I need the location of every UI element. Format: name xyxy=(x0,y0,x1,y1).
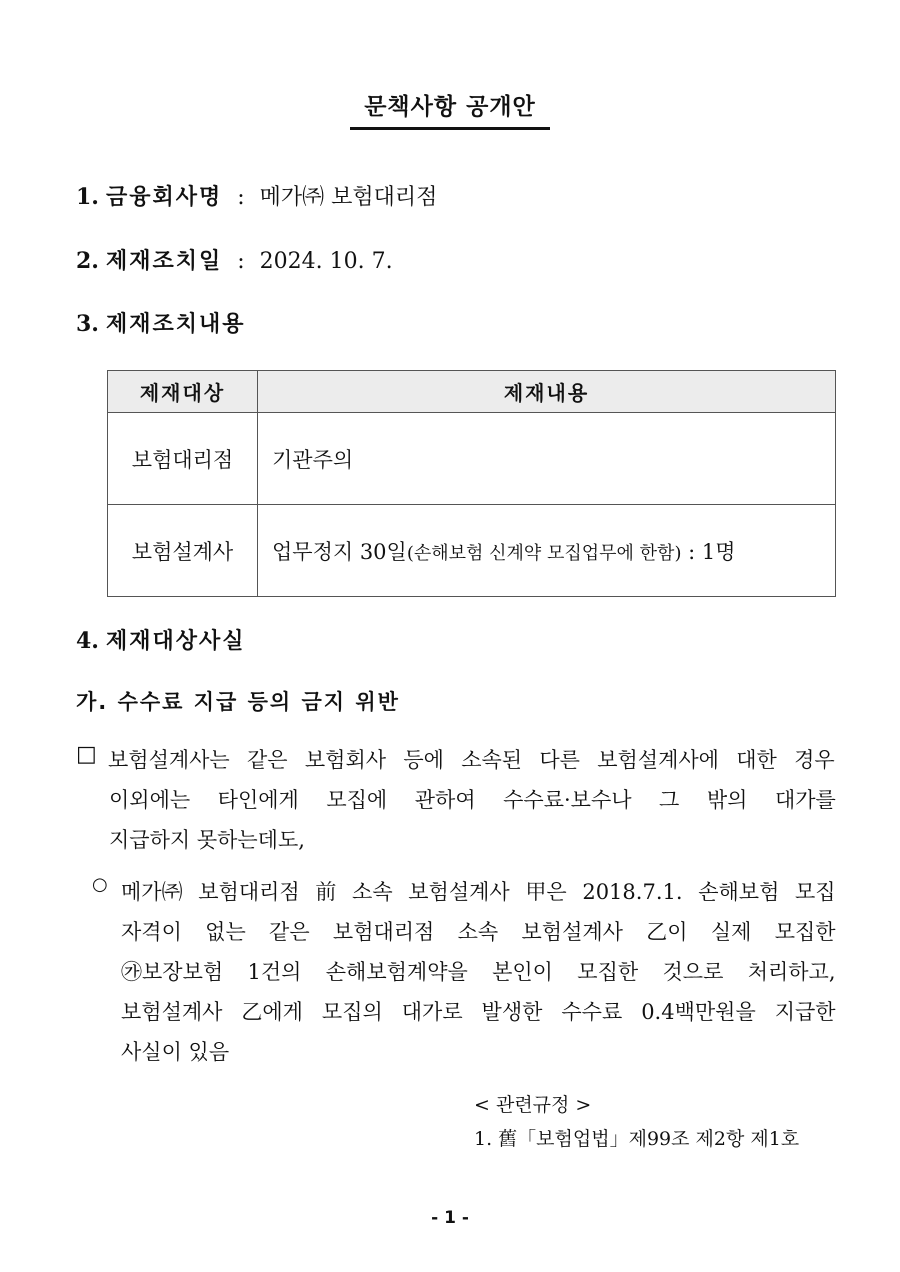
paragraph-line: 보험설계사 乙에게 모집의 대가로 발생한 수수료 0.4백만원을 지급한 xyxy=(121,1000,836,1024)
sanction-target: 보험대리점 xyxy=(108,413,258,505)
section-number: 1. xyxy=(76,184,99,210)
regulation-item: 1. 舊「보험업법」제99조 제2항 제1호 xyxy=(474,1128,800,1150)
sanction-content-tail: : 1명 xyxy=(681,539,736,564)
section-heading: 제재조치일 xyxy=(105,249,223,274)
section-number: 3. xyxy=(76,311,99,337)
sanction-content-main: 기관주의 xyxy=(272,447,354,472)
section-number: 4. xyxy=(76,628,99,654)
section-separator: : xyxy=(237,249,245,274)
sanction-table xyxy=(107,370,836,597)
sanction-content xyxy=(258,413,836,505)
table-row xyxy=(108,505,836,597)
section-sanction-date xyxy=(76,244,393,275)
section-heading: 제재조치내용 xyxy=(105,312,246,337)
regulation-heading: < 관련규정 > xyxy=(474,1094,592,1116)
section-sanction-facts xyxy=(76,624,245,655)
sanction-content xyxy=(258,505,836,597)
paragraph-line: 사실이 있음 xyxy=(121,1040,230,1064)
section-number: 2. xyxy=(76,248,99,274)
section-company-name xyxy=(76,180,437,211)
sanction-date-value: 2024. 10. 7. xyxy=(259,249,393,274)
document-title: 문책사항 공개안 xyxy=(350,88,550,130)
sanction-content-note: (손해보험 신계약 모집업무에 한함) xyxy=(406,542,682,564)
company-name-value: 메가㈜ 보험대리점 xyxy=(259,185,438,210)
column-header-target: 제재대상 xyxy=(108,371,258,413)
page-number: - 1 - xyxy=(431,1208,469,1228)
sanction-target: 보험설계사 xyxy=(108,505,258,597)
paragraph-line: 자격이 없는 같은 보험대리점 소속 보험설계사 乙이 실제 모집한 xyxy=(121,920,836,944)
table-row xyxy=(108,413,836,505)
section-sanction-content xyxy=(76,307,245,338)
table-header-row xyxy=(108,371,836,413)
paragraph-line: 보험설계사는 같은 보험회사 등에 소속된 다른 보험설계사에 대한 경우 xyxy=(108,748,835,772)
subheading: 가. 수수료 지급 등의 금지 위반 xyxy=(76,690,400,714)
section-separator: : xyxy=(237,185,245,210)
paragraph-rule xyxy=(109,740,836,860)
sanction-content-main: 업무정지 30일 xyxy=(272,539,407,564)
paragraph-line: 이외에는 타인에게 모집에 관하여 수수료·보수나 그 밖의 대가를 xyxy=(109,788,836,812)
paragraph-facts xyxy=(121,872,836,1072)
paragraph-line: 지급하지 못하는데도, xyxy=(109,828,305,852)
paragraph-line: ㉮보장보험 1건의 손해보험계약을 본인이 모집한 것으로 처리하고, xyxy=(121,960,836,984)
section-heading: 제재대상사실 xyxy=(105,629,246,654)
paragraph-line: 메가㈜ 보험대리점 前 소속 보험설계사 甲은 2018.7.1. 손해보험 모집 xyxy=(121,880,836,904)
circle-bullet-icon: ○ xyxy=(92,874,108,895)
box-bullet-icon: □ xyxy=(76,742,97,767)
section-heading: 금융회사명 xyxy=(105,185,223,210)
document-title-wrap xyxy=(0,88,900,130)
column-header-content: 제재내용 xyxy=(258,371,836,413)
